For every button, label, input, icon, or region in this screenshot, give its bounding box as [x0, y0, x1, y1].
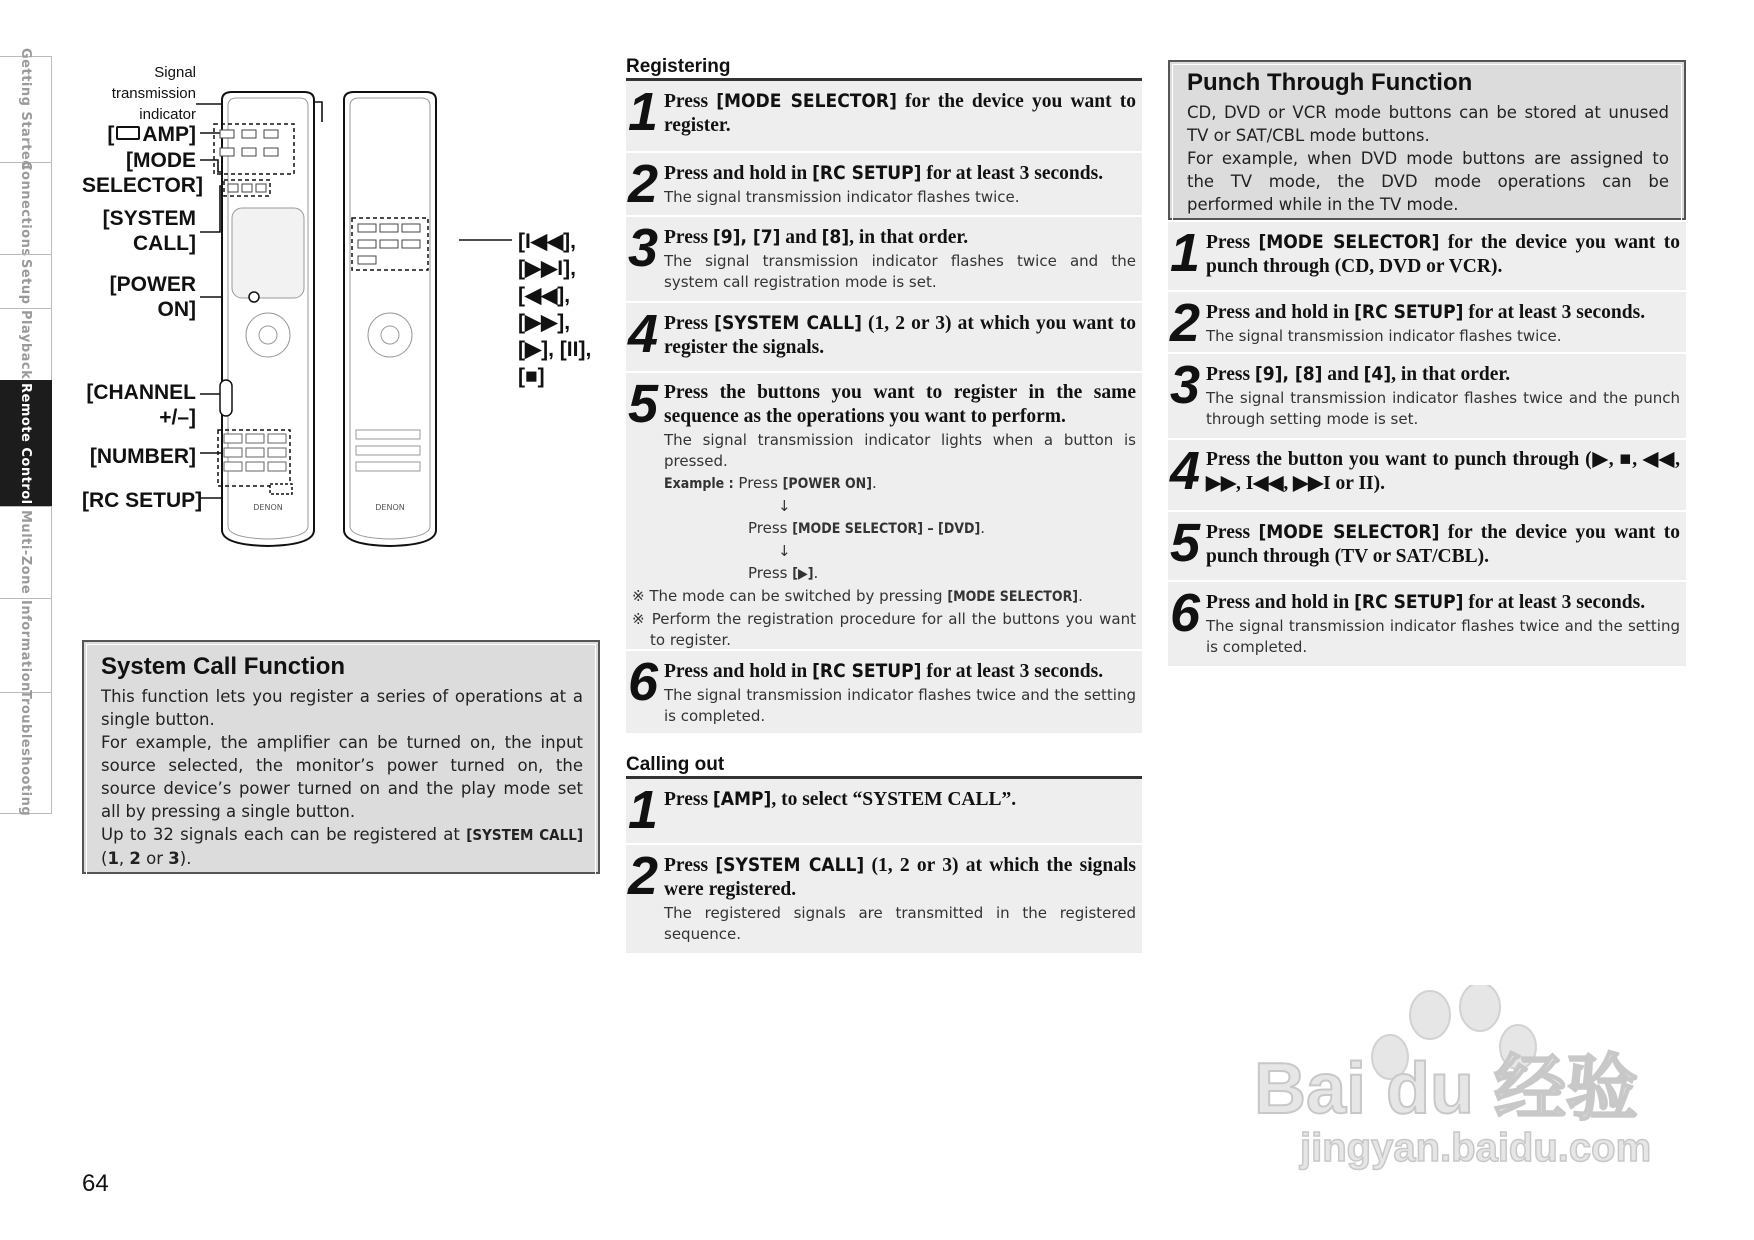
reg-step-3: 3 Press [9], [7] and [8], in that order. The signal transmission indicator flashes twice and the system call registration mode is set. [626, 217, 1142, 303]
callout-transport-buttons: [I◀◀], [▶▶I], [◀◀], [▶▶], [▶], [II], [■] [518, 230, 592, 388]
baidu-watermark [1240, 985, 1670, 1175]
side-tab-multi-zone[interactable]: Multi-Zone [0, 506, 52, 598]
watermark-url-text: jingyan.baidu.com [1300, 1126, 1652, 1170]
example-arrow-2: ↓ [778, 542, 791, 560]
watermark-logo-text: Bai du 经验 [1254, 1049, 1639, 1129]
example-line-1: Example : Press [POWER ON]. [664, 474, 877, 492]
callout-number: [NUMBER] [89, 445, 196, 468]
punch-step-2: 2 Press and hold in [RC SETUP] for at least 3 seconds. The signal transmission indicator flashes twice. [1168, 292, 1686, 354]
remote-illustration [82, 60, 622, 620]
note-1: ※ The mode can be switched by pressing [MODE SELECTOR]. [632, 587, 1083, 605]
remote-right [344, 92, 436, 546]
side-tab-getting-started[interactable]: Getting Started [0, 56, 52, 162]
example-arrow-1: ↓ [778, 497, 791, 515]
side-tab-remote-control[interactable]: Remote Control [0, 380, 52, 506]
example-line-3: Press [▶]. [748, 564, 819, 582]
call-step-1: 1 Press [AMP], to select “SYSTEM CALL”. [626, 779, 1142, 845]
remote-brand-label: DENON [375, 503, 405, 512]
callout-power-on: [POWER ON] [109, 273, 196, 321]
side-tab-connections[interactable]: Connections [0, 162, 52, 254]
calling-out-heading: Calling out [626, 754, 725, 775]
reg-step-6: 6 Press and hold in [RC SETUP] for at least 3 seconds. The signal transmission indicator flashes twice and the setting is completed. [626, 651, 1142, 735]
note-2: ※ Perform the registration procedure for all the buttons you want to register. [632, 610, 1136, 649]
reg-step-4: 4 Press [SYSTEM CALL] (1, 2 or 3) at which you want to register the signals. [626, 303, 1142, 373]
punch-step-3: 3 Press [9], [8] and [4], in that order. The signal transmission indicator flashes twice and the punch through setting mode is set. [1168, 354, 1686, 440]
callout-signal-indicator: Signal transmission indicator [111, 64, 196, 123]
callout-rc-setup: [RC SETUP] [82, 489, 203, 512]
reg-step-5: 5 Press the buttons you want to register in the same sequence as the operations you want to perform. The signal transmission indicator lights when a button is pressed. Example : Press [POWER ON]. ↓ Press [MODE SELECTOR] – [DVD]. ↓ Press [▶]. ※ The mode can be switched by pressing [MODE SELECTOR]. ※ Perform the registration procedure for all the buttons you want to register. [626, 373, 1142, 651]
callout-system-call: [SYSTEM CALL] [102, 207, 196, 255]
punch-step-4: 4 Press the button you want to punch through (▶, ■, ◀◀, ▶▶, I◀◀, ▶▶I or II). [1168, 440, 1686, 512]
punch-step-1: 1 Press [MODE SELECTOR] for the device you want to punch through (CD, DVD or VCR). [1168, 222, 1686, 292]
example-line-2: Press [MODE SELECTOR] – [DVD]. [748, 519, 986, 537]
registering-heading: Registering [626, 56, 731, 77]
remote-left [214, 92, 314, 546]
paw-logo-icon [1240, 985, 1670, 1175]
side-tab-troubleshooting[interactable]: Troubleshooting [0, 692, 52, 814]
reg-step-1: 1 Press [MODE SELECTOR] for the device you want to register. [626, 81, 1142, 153]
remote-drawing [82, 60, 622, 620]
side-tab-playback[interactable]: Playback [0, 308, 52, 380]
side-tab-information[interactable]: Information [0, 598, 52, 692]
reg-step-2: 2 Press and hold in [RC SETUP] for at least 3 seconds. The signal transmission indicator flashes twice. [626, 153, 1142, 217]
system-call-para3: Up to 32 signals each can be registered at [SYSTEM CALL] (1, 2 or 3). [101, 825, 583, 868]
callout-mode-selector: [MODE SELECTOR] [82, 149, 203, 197]
system-call-para2: For example, the amplifier can be turned on, the input source selected, the monitor’s power turned on, the source device’s power turned on and the play mode set all by pressing a single button. [101, 733, 583, 821]
callout-channel: [CHANNEL +/–] [86, 381, 196, 429]
callout-amp: [ AMP] [107, 123, 196, 146]
punch-through-para2: For example, when DVD mode buttons are assigned to the TV mode, the DVD mode operations can be performed while in the TV mode. [1187, 149, 1669, 214]
punch-step-6: 6 Press and hold in [RC SETUP] for at least 3 seconds. The signal transmission indicator flashes twice and the setting is completed. [1168, 582, 1686, 668]
system-call-para1: This function lets you register a series of operations at a single button. [101, 687, 583, 729]
remote-brand-label: DENON [253, 503, 283, 512]
punch-through-title: Punch Through Function [1187, 69, 1473, 96]
system-call-box [82, 640, 600, 874]
system-call-title: System Call Function [101, 653, 346, 680]
punch-step-5: 5 Press [MODE SELECTOR] for the device you want to punch through (TV or SAT/CBL). [1168, 512, 1686, 582]
side-tab-setup[interactable]: Setup [0, 254, 52, 308]
page-number: 64 [82, 1170, 109, 1197]
call-step-2: 2 Press [SYSTEM CALL] (1, 2 or 3) at which the signals were registered. The registered signals are transmitted in the registered sequence. [626, 845, 1142, 955]
punch-through-para1: CD, DVD or VCR mode buttons can be stored at unused TV or SAT/CBL mode buttons. [1187, 103, 1669, 145]
punch-through-box [1168, 60, 1686, 220]
